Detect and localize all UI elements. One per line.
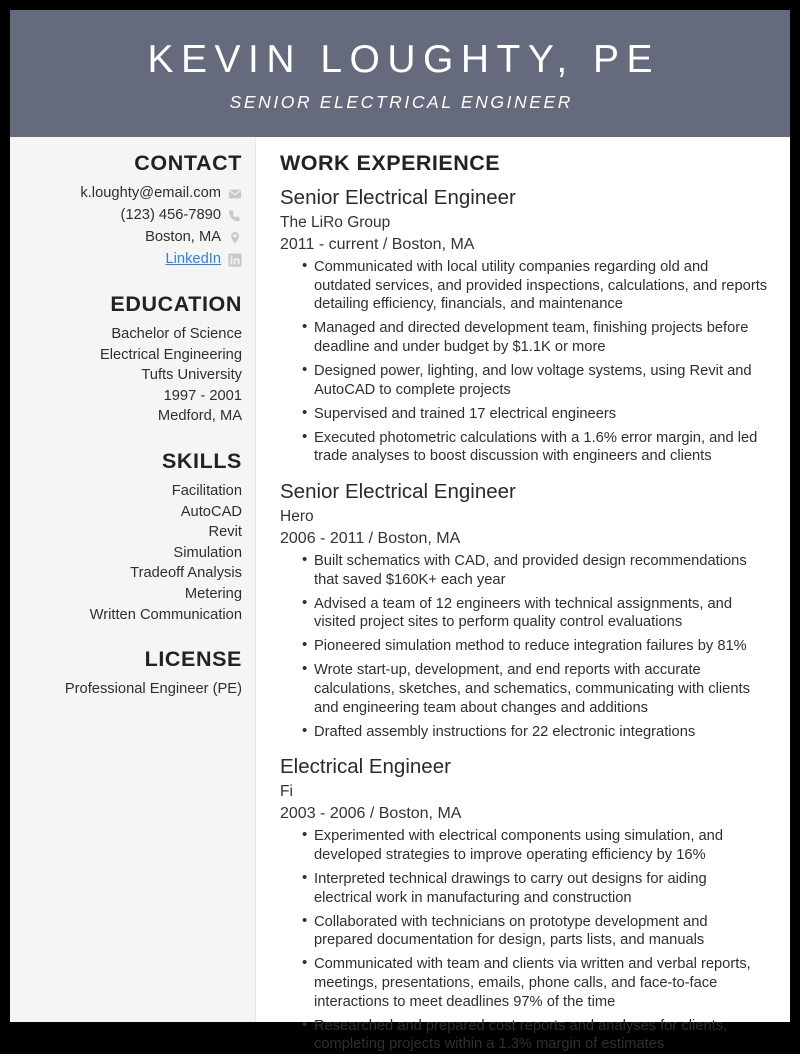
license-section — [20, 647, 242, 700]
resume-header — [10, 10, 790, 137]
skill-item: Written Communication — [89, 606, 242, 623]
work-experience-heading: WORK EXPERIENCE — [280, 151, 501, 175]
bullet-item: • Communicated with local utility companies regarding old and outdated services, and provided inspections, calculations, and reports detailing efficiency, financials, and maintenance — [302, 258, 768, 314]
bullet-item: • Advised a team of 12 engineers with technical assignments, and visited project sites to perform quality control evaluations — [302, 595, 768, 632]
phone-icon — [228, 209, 242, 223]
contact-heading: CONTACT — [134, 151, 242, 175]
bullet-item: • Executed photometric calculations with a 1.6% error margin, and led trade analyses to boost discussion with engineers and clients — [302, 429, 768, 466]
job-title: Electrical Engineer — [280, 755, 451, 779]
contact-email-row[interactable] — [20, 183, 242, 204]
job-title: Senior Electrical Engineer — [280, 186, 516, 209]
page-title: KEVIN LOUGHTY, PE — [147, 38, 661, 82]
job-entry — [280, 479, 768, 741]
envelope-icon — [228, 187, 242, 201]
contact-phone-value: (123) 456-7890 — [120, 207, 221, 223]
resume-page — [10, 10, 790, 1053]
resume-body — [10, 137, 790, 1053]
skill-item: Revit — [208, 524, 242, 541]
license-heading: LICENSE — [144, 647, 242, 672]
skill-item: Tradeoff Analysis — [130, 565, 242, 582]
skill-item: Metering — [184, 585, 242, 602]
skill-item: Simulation — [173, 544, 242, 561]
skills-section — [20, 449, 242, 625]
job-company: Hero — [280, 507, 314, 525]
skill-item: Facilitation — [171, 482, 242, 499]
job-bullets — [280, 552, 768, 741]
education-line: Medford, MA — [157, 408, 242, 425]
skill-item: AutoCAD — [180, 503, 242, 520]
linkedin-icon — [228, 253, 242, 267]
linkedin-link[interactable]: LinkedIn — [165, 251, 221, 267]
education-section — [20, 292, 242, 427]
skills-heading: SKILLS — [161, 448, 242, 473]
bullet-item: • Supervised and trained 17 electrical engineers — [302, 405, 768, 424]
bullet-item: • Designed power, lighting, and low voltage systems, using Revit and AutoCAD to complete projects — [302, 362, 768, 399]
job-dates-location: 2006 - 2011 / Boston, MA — [280, 529, 461, 547]
education-line: 1997 - 2001 — [163, 387, 242, 404]
bullet-item: • Interpreted technical drawings to carry out designs for aiding electrical work in manufacturing and construction — [302, 870, 768, 907]
sidebar — [10, 137, 256, 1022]
location-pin-icon — [228, 231, 242, 245]
job-dates-location: 2003 - 2006 / Boston, MA — [280, 805, 462, 823]
contact-location-value: Boston, MA — [145, 229, 221, 245]
contact-linkedin-row[interactable] — [20, 249, 242, 270]
bullet-item: • Built schematics with CAD, and provided design recommendations that saved $160K+ each year — [302, 552, 768, 589]
job-bullets — [280, 258, 768, 466]
license-item: Professional Engineer (PE) — [64, 681, 242, 698]
bullet-item: • Wrote start-up, development, and end reports with accurate calculations, sketches, and schematics, communicating with clients and engineering team about changes and additions — [302, 661, 768, 717]
contact-section — [20, 151, 242, 270]
education-line: Tufts University — [141, 367, 242, 384]
bullet-item: • Pioneered simulation method to reduce integration failures by 81% — [302, 637, 768, 656]
education-line: Electrical Engineering — [99, 346, 242, 363]
bullet-item: • Researched and prepared cost reports and analyses for clients, completing projects within a 1.3% margin of estimates — [302, 1017, 768, 1054]
contact-location-row[interactable] — [20, 227, 242, 248]
bullet-item: • Drafted assembly instructions for 22 electronic integrations — [302, 723, 768, 742]
header-subtitle: SENIOR ELECTRICAL ENGINEER — [229, 91, 574, 112]
education-line: Bachelor of Science — [111, 326, 242, 342]
job-entry — [280, 754, 768, 1054]
bullet-item: • Managed and directed development team, finishing projects before deadline and under budget by $1.1K or more — [302, 319, 768, 356]
job-title: Senior Electrical Engineer — [280, 479, 516, 503]
job-company: The LiRo Group — [280, 214, 391, 231]
bullet-item: • Collaborated with technicians on prototype development and prepared documentation for design, parts lists, and manuals — [302, 913, 768, 950]
contact-phone-row[interactable] — [20, 205, 242, 226]
bullet-item: • Experimented with electrical components using simulation, and developed strategies to improve operating efficiency by 16% — [302, 827, 768, 864]
job-company: Fi — [280, 783, 293, 801]
job-bullets — [280, 827, 768, 1054]
job-dates-location: 2011 - current / Boston, MA — [280, 236, 475, 253]
education-heading: EDUCATION — [110, 292, 242, 316]
job-entry — [280, 185, 768, 466]
bullet-item: • Communicated with team and clients via written and verbal reports, meetings, presentations, emails, phone calls, and face-to-face interactions to meet deadlines 97% of the time — [302, 955, 768, 1011]
main-content — [256, 137, 790, 1053]
contact-email-value: k.loughty@email.com — [80, 185, 221, 201]
